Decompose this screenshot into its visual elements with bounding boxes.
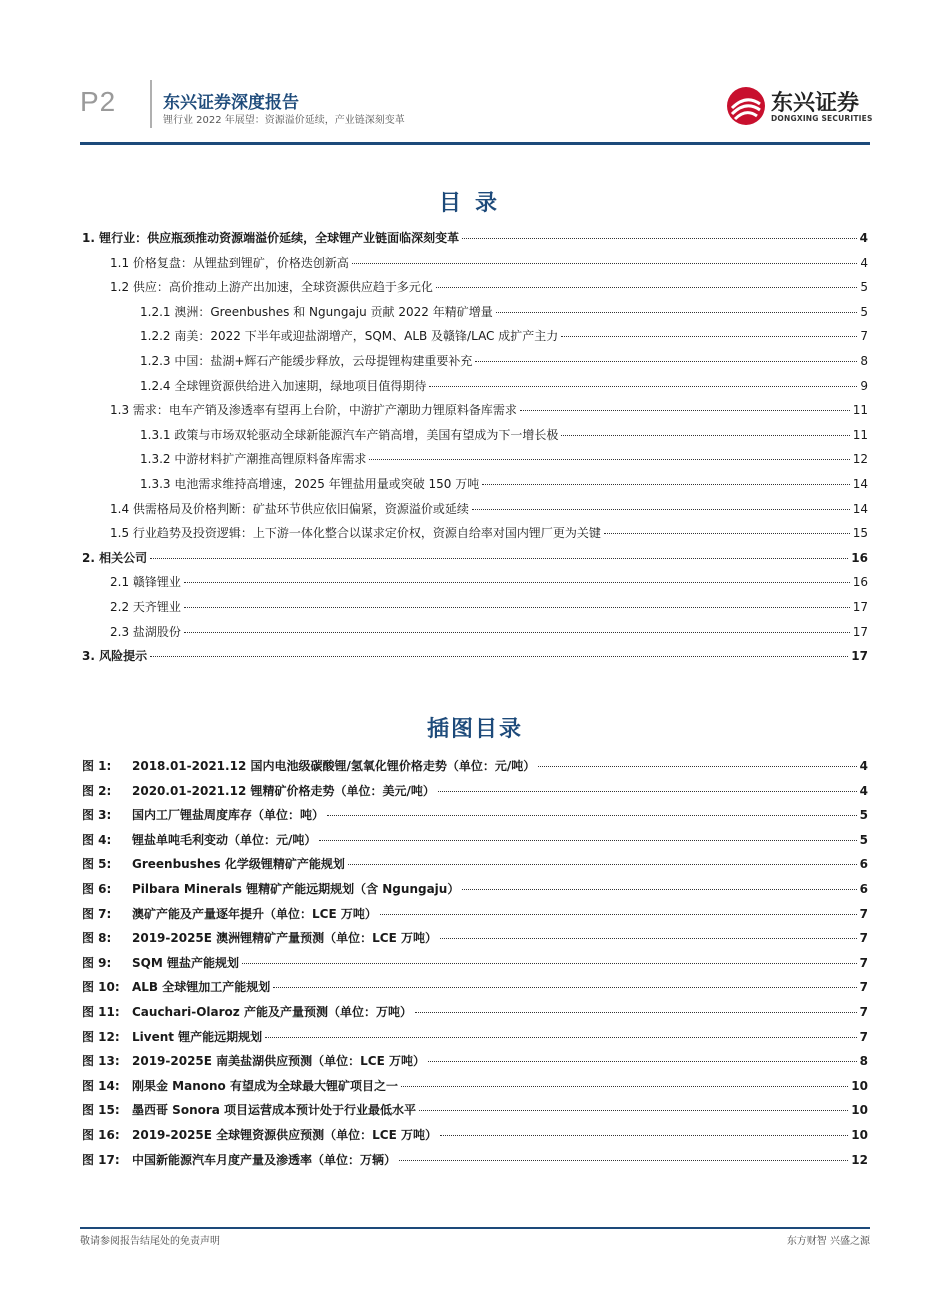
figure-entry[interactable] bbox=[82, 929, 868, 947]
figure-entry[interactable] bbox=[82, 806, 868, 824]
figure-label: 图 9: bbox=[82, 955, 112, 970]
toc-entry-page: 11 bbox=[852, 403, 868, 418]
figure-label: 图 14: bbox=[82, 1078, 120, 1093]
figure-entry[interactable] bbox=[82, 1151, 868, 1169]
page-number: P2 bbox=[80, 86, 117, 117]
toc-entry-page: 15 bbox=[852, 526, 868, 541]
toc-entry[interactable] bbox=[140, 303, 868, 321]
toc-entry-text: 1.3.2 中游材料扩产潮推高锂原料备库需求 bbox=[140, 452, 367, 467]
figure-entry[interactable] bbox=[82, 880, 868, 898]
figure-label: 图 2: bbox=[82, 783, 112, 798]
footer-disclaimer: 敬请参阅报告结尾处的免责声明 bbox=[80, 1236, 220, 1247]
toc-entry-text: 3. 风险提示 bbox=[82, 649, 148, 664]
toc-entry-page: 14 bbox=[852, 477, 868, 491]
toc-entry-page: 17 bbox=[852, 624, 868, 639]
toc-entry-text: 1. 锂行业：供应瓶颈推动资源端溢价延续，全球锂产业链面临深刻变革 bbox=[82, 231, 460, 245]
toc-entry-page: 7 bbox=[860, 329, 868, 344]
toc-entry[interactable] bbox=[140, 475, 868, 493]
figure-page: 5 bbox=[859, 832, 868, 847]
toc-entry[interactable] bbox=[110, 573, 868, 591]
footer-slogan: 东方财智 兴盛之源 bbox=[786, 1236, 870, 1247]
figure-caption: Pilbara Minerals 锂精矿产能远期规划（含 Ngungaju） bbox=[132, 882, 460, 896]
toc-entry-page: 17 bbox=[851, 649, 868, 664]
dot-leader bbox=[440, 938, 857, 939]
toc-entry[interactable] bbox=[82, 229, 868, 247]
figure-page: 10 bbox=[851, 1078, 868, 1093]
toc-entry[interactable] bbox=[140, 426, 868, 444]
company-logo bbox=[726, 84, 876, 130]
toc-entry-page: 5 bbox=[860, 304, 868, 319]
dot-leader bbox=[462, 238, 857, 239]
dot-leader bbox=[440, 1135, 848, 1136]
figure-label: 图 12: bbox=[82, 1029, 120, 1044]
dot-leader bbox=[184, 582, 850, 583]
dot-leader bbox=[462, 889, 856, 890]
figure-entry[interactable] bbox=[82, 978, 868, 996]
dot-leader bbox=[436, 287, 857, 288]
dot-leader bbox=[399, 1160, 848, 1161]
toc-entry-page: 14 bbox=[852, 501, 868, 516]
dot-leader bbox=[150, 656, 848, 657]
toc-entry[interactable] bbox=[140, 377, 868, 395]
toc-entry-text: 1.4 供需格局及价格判断：矿盐环节供应依旧偏紧，资源溢价或延续 bbox=[110, 501, 469, 516]
toc-entry-text: 1.2.3 中国：盐湖+辉石产能缓步释放，云母提锂构建重要补充 bbox=[140, 354, 473, 368]
figure-caption: Livent 锂产能远期规划 bbox=[132, 1029, 263, 1044]
toc-entry[interactable] bbox=[82, 647, 868, 665]
figure-caption: 中国新能源汽车月度产量及渗透率（单位：万辆） bbox=[132, 1152, 397, 1167]
figure-label: 图 8: bbox=[82, 931, 112, 946]
figure-label: 图 10: bbox=[82, 980, 120, 995]
figure-entry[interactable] bbox=[82, 831, 868, 849]
toc-entry[interactable] bbox=[110, 524, 868, 542]
dot-leader bbox=[327, 815, 857, 816]
figure-page: 6 bbox=[859, 882, 868, 896]
toc-title: 目录 bbox=[438, 191, 511, 216]
toc-entry-page: 9 bbox=[860, 378, 868, 393]
toc-entry-text: 1.1 价格复盘：从锂盐到锂矿，价格迭创新高 bbox=[110, 255, 349, 270]
figure-entry[interactable] bbox=[82, 1003, 868, 1021]
figure-label: 图 13: bbox=[82, 1054, 120, 1069]
figure-page: 10 bbox=[851, 1103, 868, 1118]
toc-entry-text: 1.5 行业趋势及投资逻辑：上下游一体化整合以谋求定价权，资源自给率对国内锂厂更为关键 bbox=[110, 526, 601, 541]
toc-entry[interactable] bbox=[140, 352, 868, 370]
toc-entry-page: 11 bbox=[852, 427, 868, 442]
logo-mark-icon bbox=[726, 86, 766, 126]
toc-entry-text: 2.2 天齐锂业 bbox=[110, 600, 181, 614]
dot-leader bbox=[348, 864, 857, 865]
dot-leader bbox=[319, 840, 856, 841]
figure-entry[interactable] bbox=[82, 1101, 868, 1119]
figure-caption: 2019-2025E 南美盐湖供应预测（单位：LCE 万吨） bbox=[132, 1054, 425, 1069]
figure-entry[interactable] bbox=[82, 905, 868, 923]
toc-entry-page: 4 bbox=[860, 255, 868, 270]
figure-label: 图 16: bbox=[82, 1128, 120, 1142]
dot-leader bbox=[273, 987, 856, 988]
figure-caption: ALB 全球锂加工产能规划 bbox=[132, 980, 271, 995]
toc-entry[interactable] bbox=[140, 450, 868, 468]
page-header bbox=[0, 0, 950, 150]
figure-caption: Greenbushes 化学级锂精矿产能规划 bbox=[132, 857, 345, 872]
logo-text-cn: 东兴证券 bbox=[771, 91, 860, 116]
figure-page: 12 bbox=[851, 1152, 868, 1167]
toc-entry[interactable] bbox=[110, 598, 868, 616]
dot-leader bbox=[604, 533, 850, 534]
toc-entry-text: 2. 相关公司 bbox=[82, 550, 148, 565]
footer-rule bbox=[80, 1227, 870, 1229]
figure-page: 5 bbox=[859, 808, 868, 823]
figure-label: 图 15: bbox=[82, 1103, 120, 1118]
figure-caption: 锂盐单吨毛利变动（单位：元/吨） bbox=[132, 832, 317, 847]
toc-entry-text: 1.2.4 全球锂资源供给进入加速期，绿地项目值得期待 bbox=[140, 378, 427, 393]
report-title: 东兴证券深度报告 bbox=[163, 93, 299, 113]
dot-leader bbox=[184, 632, 850, 633]
dot-leader bbox=[242, 963, 857, 964]
toc-entry-text: 2.3 盐湖股份 bbox=[110, 624, 181, 639]
toc-entry-page: 12 bbox=[852, 452, 868, 467]
toc-entry[interactable] bbox=[82, 549, 868, 567]
dot-leader bbox=[380, 914, 857, 915]
figure-page: 7 bbox=[859, 1029, 868, 1044]
figure-page: 7 bbox=[859, 931, 868, 946]
dot-leader bbox=[419, 1110, 848, 1111]
dot-leader bbox=[496, 312, 858, 313]
figure-page: 4 bbox=[859, 759, 868, 773]
toc-entry[interactable] bbox=[110, 500, 868, 518]
figure-caption: 刚果金 Manono 有望成为全球最大锂矿项目之一 bbox=[132, 1078, 398, 1093]
toc-entry-text: 1.2.1 澳洲：Greenbushes 和 Ngungaju 贡献 2022 年精矿增量 bbox=[140, 304, 493, 319]
dot-leader bbox=[482, 484, 849, 485]
dot-leader bbox=[265, 1037, 856, 1038]
figure-entry[interactable] bbox=[82, 954, 868, 972]
figure-page: 8 bbox=[859, 1054, 868, 1069]
figure-label: 图 5: bbox=[82, 857, 112, 872]
toc-entry-text: 1.3 需求：电车产销及渗透率有望再上台阶，中游扩产潮助力锂原料备库需求 bbox=[110, 403, 517, 418]
dot-leader bbox=[438, 791, 857, 792]
toc-entry-text: 1.2.2 南美：2022 下半年或迎盐湖增产，SQM、ALB 及赣锋/LAC 成扩产主力 bbox=[140, 329, 559, 344]
dot-leader bbox=[475, 361, 857, 362]
dot-leader bbox=[184, 607, 850, 608]
figure-entry[interactable] bbox=[82, 1126, 868, 1144]
dot-leader bbox=[415, 1012, 857, 1013]
figure-caption: 2019-2025E 全球锂资源供应预测（单位：LCE 万吨） bbox=[132, 1128, 437, 1142]
dot-leader bbox=[428, 1061, 857, 1062]
figure-page: 10 bbox=[851, 1128, 868, 1142]
toc-entry-page: 17 bbox=[852, 600, 868, 614]
figure-entry[interactable] bbox=[82, 782, 868, 800]
figure-label: 图 6: bbox=[82, 882, 112, 896]
header-divider bbox=[150, 80, 152, 128]
toc-entry-page: 16 bbox=[852, 575, 868, 590]
figure-entry[interactable] bbox=[82, 1028, 868, 1046]
figure-caption: 2018.01-2021.12 国内电池级碳酸锂/氢氧化锂价格走势（单位：元/吨） bbox=[132, 759, 536, 773]
figure-page: 6 bbox=[859, 857, 868, 872]
dot-leader bbox=[561, 336, 857, 337]
dot-leader bbox=[520, 410, 850, 411]
toc-entry-text: 1.3.1 政策与市场双轮驱动全球新能源汽车产销高增，美国有望成为下一增长极 bbox=[140, 427, 559, 442]
figure-page: 7 bbox=[859, 906, 868, 921]
toc-entry[interactable] bbox=[140, 327, 868, 345]
figure-caption: 2019-2025E 澳洲锂精矿产量预测（单位：LCE 万吨） bbox=[132, 931, 437, 946]
dot-leader bbox=[429, 386, 857, 387]
dot-leader bbox=[561, 435, 849, 436]
report-subtitle: 锂行业 2022 年展望：资源溢价延续，产业链深刻变革 bbox=[163, 115, 405, 126]
dot-leader bbox=[472, 509, 850, 510]
figure-entry[interactable] bbox=[82, 855, 868, 873]
figure-caption: 墨西哥 Sonora 项目运营成本预计处于行业最低水平 bbox=[132, 1103, 417, 1118]
figure-page: 4 bbox=[859, 783, 868, 798]
toc-entry-page: 8 bbox=[860, 354, 868, 368]
figure-page: 7 bbox=[859, 1005, 868, 1019]
figure-caption: 国内工厂锂盐周度库存（单位：吨） bbox=[132, 808, 325, 823]
toc-entry[interactable] bbox=[110, 254, 868, 272]
figure-label: 图 4: bbox=[82, 832, 112, 847]
figure-caption: SQM 锂盐产能规划 bbox=[132, 955, 239, 970]
toc-entry-page: 16 bbox=[851, 550, 868, 565]
toc-entry[interactable] bbox=[110, 278, 868, 296]
dot-leader bbox=[538, 766, 856, 767]
figure-label: 图 3: bbox=[82, 808, 112, 823]
dot-leader bbox=[352, 263, 857, 264]
figure-entry[interactable] bbox=[82, 757, 868, 775]
figure-caption: Cauchari-Olaroz 产能及产量预测（单位：万吨） bbox=[132, 1005, 412, 1019]
figures-title: 插图目录 bbox=[426, 717, 523, 742]
figure-caption: 2020.01-2021.12 锂精矿价格走势（单位：美元/吨） bbox=[132, 783, 435, 798]
figure-entry[interactable] bbox=[82, 1077, 868, 1095]
toc-entry-text: 1.2 供应：高价推动上游产出加速，全球资源供应趋于多元化 bbox=[110, 280, 433, 295]
dot-leader bbox=[369, 459, 849, 460]
dot-leader bbox=[401, 1086, 848, 1087]
figure-page: 7 bbox=[859, 980, 868, 995]
logo-text-en: DONGXING SECURITIES bbox=[771, 114, 873, 123]
toc-entry[interactable] bbox=[110, 623, 868, 641]
header-rule bbox=[80, 142, 870, 145]
toc-entry[interactable] bbox=[110, 401, 868, 419]
figure-label: 图 11: bbox=[82, 1005, 120, 1019]
figure-entry[interactable] bbox=[82, 1052, 868, 1070]
figure-caption: 澳矿产能及产量逐年提升（单位：LCE 万吨） bbox=[132, 906, 377, 921]
toc-entry-text: 2.1 赣锋锂业 bbox=[110, 575, 181, 590]
figure-label: 图 1: bbox=[82, 759, 112, 773]
figure-label: 图 7: bbox=[82, 906, 112, 921]
dot-leader bbox=[150, 558, 848, 559]
toc-entry-page: 5 bbox=[860, 280, 868, 295]
toc-entry-page: 4 bbox=[859, 231, 868, 245]
figure-page: 7 bbox=[859, 955, 868, 970]
toc-entry-text: 1.3.3 电池需求维持高增速，2025 年锂盐用量或突破 150 万吨 bbox=[140, 477, 480, 491]
figure-label: 图 17: bbox=[82, 1152, 120, 1167]
